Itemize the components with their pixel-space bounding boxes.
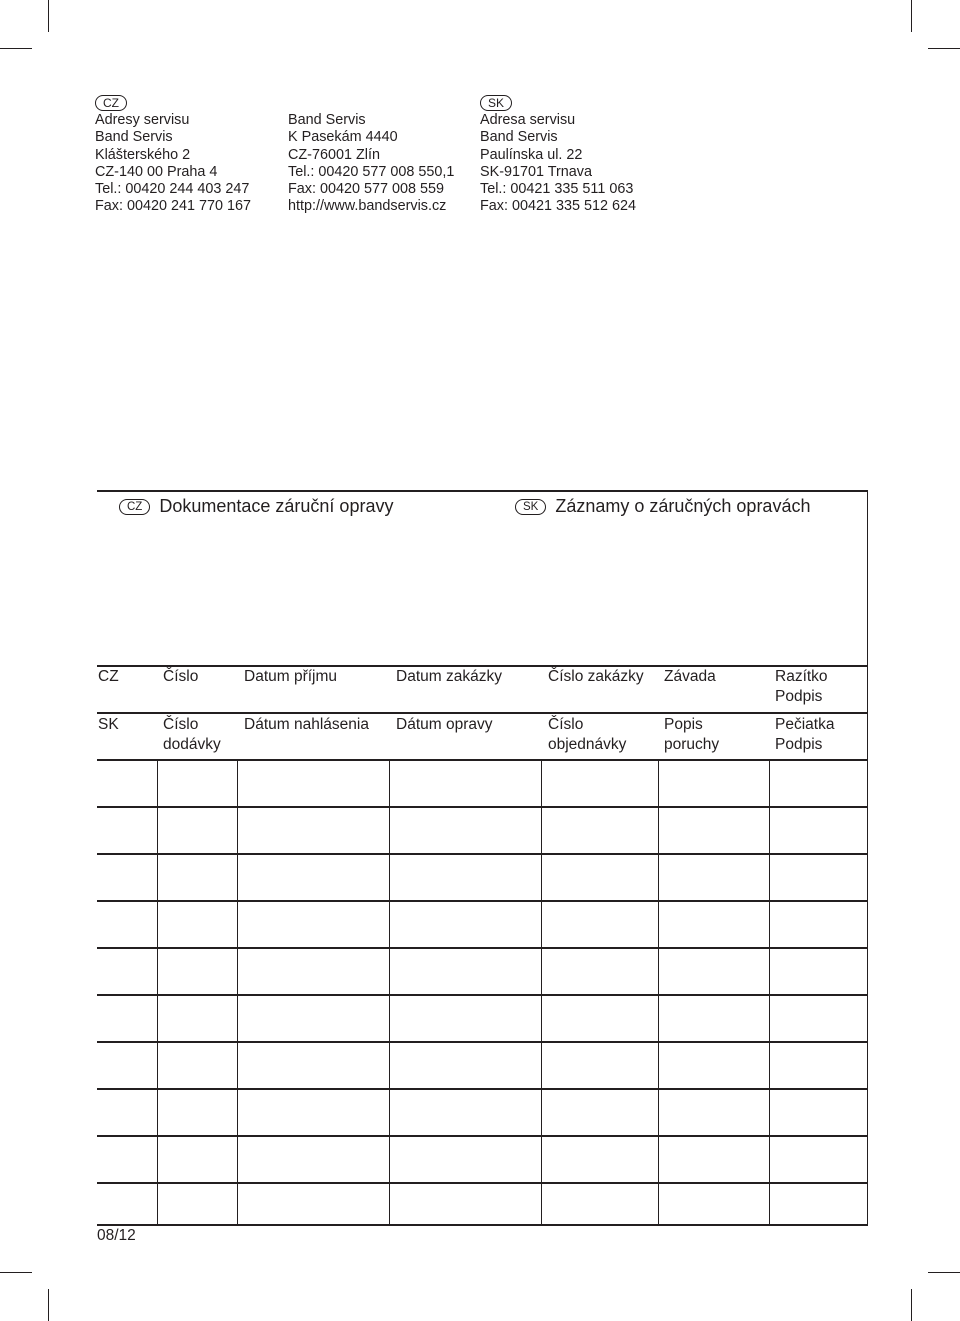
header-cell-cz: CZ [98,668,119,685]
cz-badge: CZ [119,499,150,515]
table-row-rule [97,994,868,996]
header-cell-sk: Popis poruchy [664,716,720,753]
crop-mark [911,0,912,32]
header-cell-sk: SK [98,716,119,733]
crop-mark [48,1289,49,1321]
cz-heading [119,496,393,517]
table-column-rule [389,759,390,1224]
table-column-rule [867,665,869,1224]
table-row-rule [97,947,868,949]
crop-mark [928,48,960,49]
crop-mark [48,0,49,32]
table-column-rule [237,759,238,1224]
table-row-rule [97,1041,868,1043]
cz-address-primary [95,95,251,215]
table-row-rule [97,1135,868,1137]
address-line: Band Servis [95,129,173,146]
address-line: SK-91701 Trnava [480,163,592,180]
header-cell-sk: Dátum nahlásenia [244,716,369,733]
fax-line: Fax: 00420 577 008 559 [288,181,445,198]
header-cell-sk: Dátum opravy [396,716,493,733]
table-row-rule [97,759,868,761]
address-line: Klášterského 2 [95,146,191,163]
table-row-rule [97,900,868,902]
crop-mark [0,48,32,49]
cz-badge: CZ [95,95,127,111]
address-line: Band Servis [480,129,558,146]
table-column-rule [541,759,542,1224]
cz-address-secondary [288,95,454,215]
page-number: 08/12 [97,1227,136,1244]
address-line: K Pasekám 4440 [288,129,398,146]
phone-line: Tel.: 00420 577 008 550,1 [288,163,455,180]
address-line: Band Servis [288,112,366,129]
warranty-repair-table [97,665,868,1225]
crop-mark [0,1272,32,1273]
phone-line: Tel.: 00420 244 403 247 [95,181,250,198]
crop-mark [911,1289,912,1321]
header-cell-sk: Číslo objednávky [548,716,627,753]
sk-heading [515,496,810,517]
table-column-rule [157,759,158,1224]
table-row-rule [97,712,868,714]
table-column-rule [658,759,659,1224]
header-cell-sk: Pečiatka Podpis [775,716,835,753]
address-line: CZ-76001 Zlín [288,146,380,163]
sk-badge: SK [515,499,546,515]
header-cell-cz: Razítko Podpis [775,668,828,705]
crop-mark [928,1272,960,1273]
address-line: CZ-140 00 Praha 4 [95,163,218,180]
table-row-rule [97,1182,868,1184]
fax-line: Fax: 00420 241 770 167 [95,198,252,215]
cz-section-title: Dokumentace záruční opravy [159,496,394,516]
phone-line: Tel.: 00421 335 511 063 [480,181,634,198]
address-line: Adresa servisu [480,112,576,129]
address-line: Adresy servisu [95,112,190,129]
website-link[interactable]: http://www.bandservis.cz [288,198,447,215]
sk-address [480,95,636,215]
table-column-rule [769,759,770,1224]
sk-badge: SK [480,95,512,111]
table-row-rule [97,1224,868,1226]
header-cell-sk: Číslo dodávky [163,716,221,753]
header-cell-cz: Datum příjmu [244,668,338,685]
fax-line: Fax: 00421 335 512 624 [480,198,637,215]
table-row-rule [97,853,868,855]
header-cell-cz: Datum zakázky [396,668,502,685]
header-cell-cz: Závada [664,668,716,685]
header-cell-cz: Číslo zakázky [548,668,644,685]
header-cell-cz: Číslo [163,668,199,685]
sk-section-title: Záznamy o záručných opravách [555,496,811,516]
address-line: Paulínska ul. 22 [480,146,583,163]
table-row-rule [97,1088,868,1090]
table-row-rule [97,806,868,808]
